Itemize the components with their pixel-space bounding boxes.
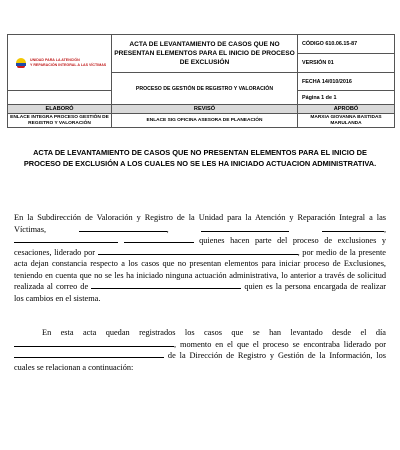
prepared-header: ELABORÓ [8, 105, 112, 114]
paragraph-1-part-d: quien es la persona encargada de realizar los cambios en el sistema. [14, 282, 387, 303]
approved-signatory: MARXIA GIOVANNA BASTIDAS MARULANDA [298, 114, 395, 128]
logo-org-line1: UNIDAD PARA LA ATENCIÓN [30, 58, 80, 63]
blank-field [91, 281, 241, 289]
document-code: CÓDIGO 610.06.15-87 [298, 35, 395, 54]
paragraph-2-part-c: de la Dirección de Registro y Gestión de la Información, los cuales se relacionan a continuación: [14, 351, 387, 372]
paragraph-2-part-a: En esta acta quedan registrados los casos que se han levantado desde el día [42, 328, 386, 337]
paragraph-2-part-b: , momento en el que el proceso se encontraba liderado por [174, 339, 386, 349]
page-number: Página 1 de 1 [298, 91, 395, 105]
approved-header: APROBÓ [298, 105, 395, 114]
blank-field [14, 350, 164, 358]
blank-field [98, 247, 298, 255]
paragraph-1-part-a: En la Subdirección de Valoración y Registro de la Unidad para la Atención y Reparación Integral a las Víctimas, [14, 213, 386, 234]
blank-field [79, 224, 167, 232]
process-name: PROCESO DE GESTIÓN DE REGISTRO Y VALORACIÓN [112, 73, 298, 105]
paragraph-1-part-c: , por medio de la presente acta dejan constancia respecto a los casos que no presentan elementos para iniciar proceso de Exclusiones, teniendo en cuenta que no se les ha iniciado ninguna actuación administrativa, lo anterior a través de solicitud realizada al correo de [14, 247, 386, 291]
paragraph-1-part-b: quienes hacen parte del proceso de exclusiones y cesaciones, liderado por [14, 236, 387, 257]
paragraph-1: En la Subdirección de Valoración y Registro de la Unidad para la Atención y Reparación Integral a las Víctimas, , , quienes hacen parte del proceso de exclusiones y cesaciones, liderado por , por medio de la presente acta dejan constancia respecto a los casos que no presentan elementos para iniciar proceso de Exclusiones, teniendo en cuenta que no se les ha iniciado ninguna actuación administrativa, lo anterior a través de solicitud realizada al correo de quien es la persona encargada de realizar los cambios en el sistema. [14, 213, 387, 303]
document-title: ACTA DE LEVANTAMIENTO DE CASOS QUE NO PRESENTAN ELEMENTOS PARA EL INICIO DE PROCESO DE EXCLUSIÓN A LOS CUALES NO SE LES HA INICIADO ACTUACION ADMINISTRATIVA. [23, 148, 377, 168]
paragraph-2 [14, 327, 386, 373]
colombia-seal-icon [16, 58, 26, 68]
logo-org-line2: Y REPARACIÓN INTEGRAL A LAS VÍCTIMAS [30, 62, 107, 67]
document-date: FECHA 14/010/2016 [298, 73, 395, 91]
blank-field [124, 235, 194, 243]
blank-field [322, 224, 384, 232]
prepared-signatory: ENLACE INTEGRA PROCESO GESTIÓN DE REGISTRO Y VALORACIÓN [8, 114, 112, 128]
blank-field [14, 235, 118, 243]
logo-cell [8, 35, 112, 91]
reviewed-signatory: ENLACE SIG OFICINA ASESORA DE PLANEACIÓN [112, 114, 298, 128]
document-version: VERSIÓN 01 [298, 54, 395, 73]
blank-field [201, 224, 289, 232]
reviewed-header: REVISÓ [112, 105, 298, 114]
document-header-table [7, 34, 395, 128]
organization-logo [10, 58, 109, 68]
blank-field [14, 339, 174, 347]
header-title: ACTA DE LEVANTAMIENTO DE CASOS QUE NO PRESENTAN ELEMENTOS PARA EL INICIO DE PROCESO DE EXCLUSIÓN [112, 35, 298, 73]
